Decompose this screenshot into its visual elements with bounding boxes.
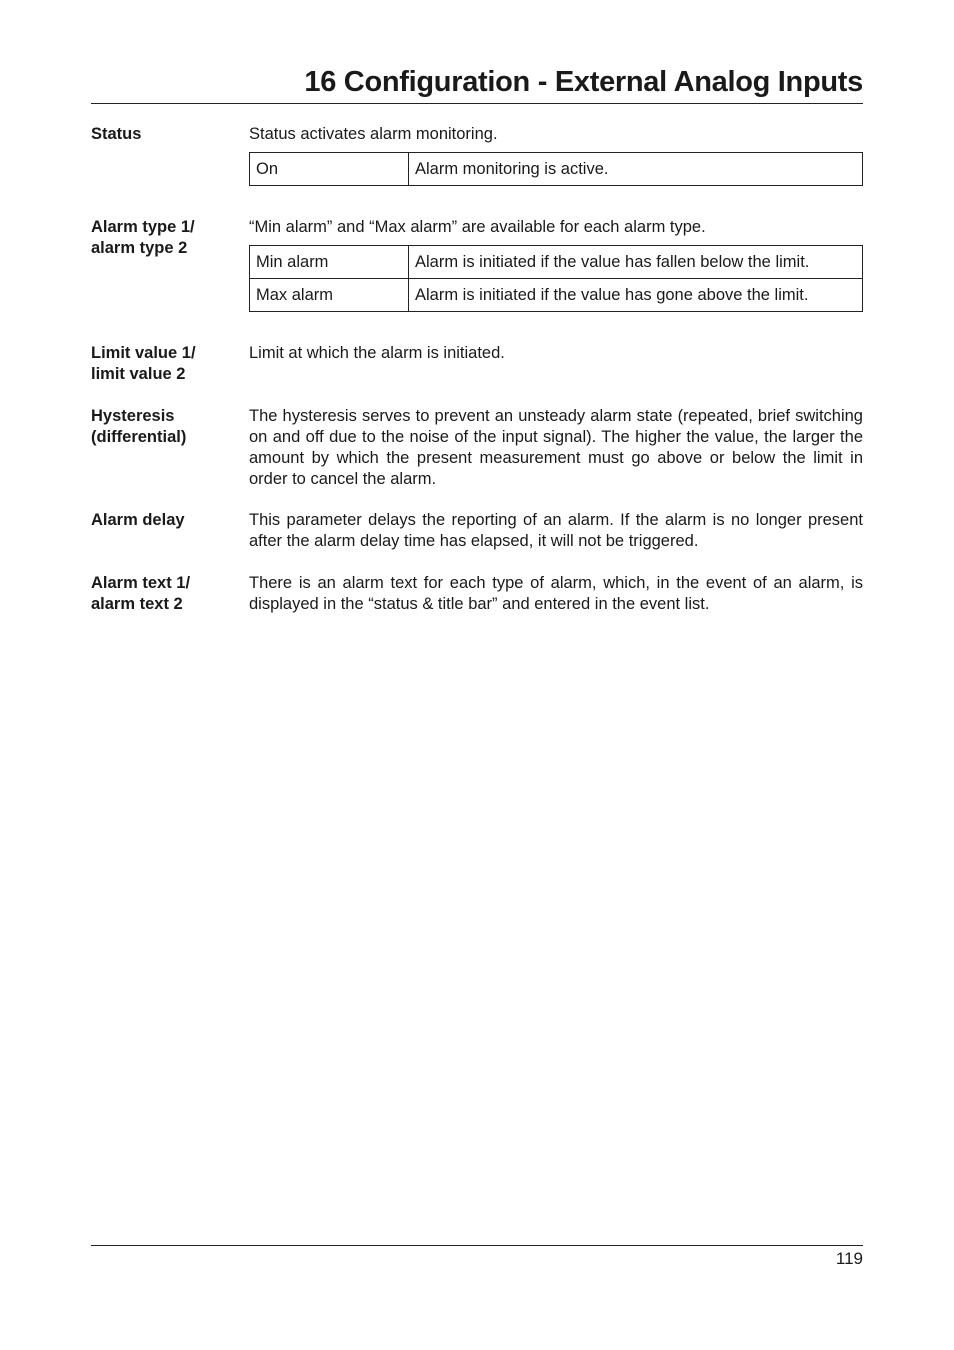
option-key: Min alarm <box>250 246 409 279</box>
section-description: “Min alarm” and “Max alarm” are available for each alarm type. <box>249 218 706 236</box>
section-content <box>249 124 863 186</box>
section-content <box>249 406 863 490</box>
section-content <box>249 510 863 552</box>
label-line: Status <box>91 125 142 143</box>
table-row <box>250 153 863 186</box>
section-label <box>91 406 241 448</box>
section-label <box>91 343 241 385</box>
section-label <box>91 217 241 259</box>
section-description: Status activates alarm monitoring. <box>249 125 498 143</box>
section-content <box>249 573 863 615</box>
options-table <box>249 152 863 186</box>
label-line: alarm text 2 <box>91 595 183 613</box>
label-line: Alarm text 1/ <box>91 574 191 592</box>
table-row <box>250 279 863 312</box>
section-label <box>91 124 241 145</box>
label-line: Limit value 1/ <box>91 344 196 362</box>
page-title: 16 Configuration - External Analog Inputs <box>304 66 863 98</box>
footer-rule <box>91 1245 863 1246</box>
option-value: Alarm is initiated if the value has fallen below the limit. <box>409 246 863 279</box>
table-row <box>250 246 863 279</box>
section-description: This parameter delays the reporting of an alarm. If the alarm is no longer present after the alarm delay time has elapsed, it will not be triggered. <box>249 511 863 550</box>
section-content <box>249 217 863 312</box>
header-rule <box>91 103 863 104</box>
option-key: On <box>250 153 409 186</box>
option-value: Alarm is initiated if the value has gone above the limit. <box>409 279 863 312</box>
section-description: Limit at which the alarm is initiated. <box>249 344 505 362</box>
label-line: Alarm delay <box>91 511 185 529</box>
section-description: There is an alarm text for each type of alarm, which, in the event of an alarm, is displayed in the “status & title bar” and entered in the event list. <box>249 574 863 613</box>
label-line: Alarm type 1/ <box>91 218 195 236</box>
label-line: limit value 2 <box>91 365 186 383</box>
option-value: Alarm monitoring is active. <box>409 153 863 186</box>
section-description: The hysteresis serves to prevent an unsteady alarm state (repeated, brief switching on and off due to the noise of the input signal). The higher the value, the larger the amount by which the present measurement must go above or below the limit in order to cancel the alarm. <box>249 407 863 488</box>
page-number: 119 <box>835 1249 863 1268</box>
section-label <box>91 510 241 531</box>
label-line: (differential) <box>91 428 187 446</box>
section-label <box>91 573 241 615</box>
section-content <box>249 343 863 364</box>
label-line: alarm type 2 <box>91 239 188 257</box>
label-line: Hysteresis <box>91 407 175 425</box>
options-table <box>249 245 863 312</box>
option-key: Max alarm <box>250 279 409 312</box>
